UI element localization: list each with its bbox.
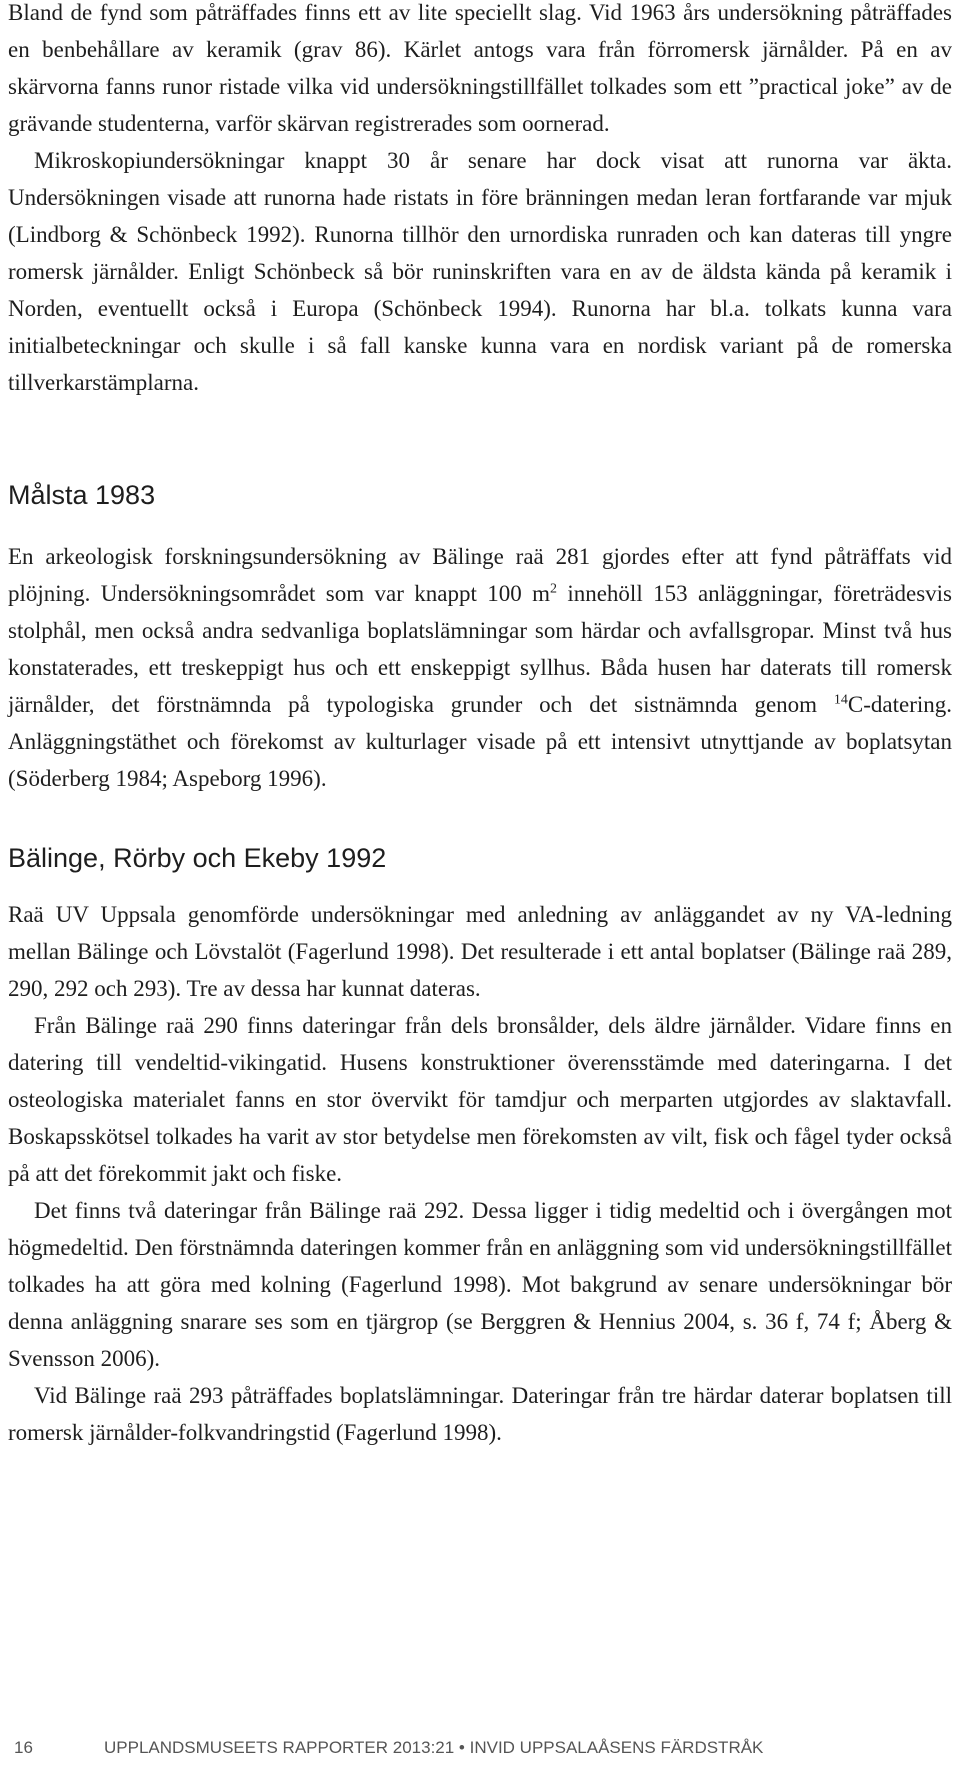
running-title: UPPLANDSMUSEETS RAPPORTER 2013:21 • INVID UPPSALAÅSENS FÄRDSTRÅK — [104, 1738, 764, 1757]
malsta-text-block — [8, 538, 952, 797]
body-paragraph: Bland de fynd som påträffades finns ett av lite speciellt slag. Vid 1963 års undersökning påträffades en benbehållare av keramik (grav 86). Kärlet antogs vara från förromersk järnålder. På en av skärvorna fanns runor ristade vilka vid undersökningstillfället tolkades som ett ”practical joke” av de grävande studenterna, varför skärvan registrerades som oornerad. — [8, 0, 952, 136]
text-run: En arkeologisk forskningsundersökning av Bälinge raä 281 gjordes efter att fynd påträffats vid plöjning. Undersökningsområdet som var knappt 100 m — [8, 544, 952, 606]
body-paragraph — [8, 538, 952, 797]
body-paragraph: Från Bälinge raä 290 finns dateringar från dels bronsålder, dels äldre järnålder. Vidare finns en datering till vendeltid-vikingatid. Husens konstruktioner överensstämde med dateringarna. I det osteologiska materialet fanns en stor övervikt för tamdjur och merparten utgjordes av slaktavfall. Boskapsskötsel tolkades ha varit av stor betydelse men förekomsten av vilt, fisk och fågel tyder också på att det förekommit jakt och fiske. — [8, 1013, 952, 1186]
page-footer — [14, 1738, 954, 1758]
section-heading-malsta: Målsta 1983 — [8, 480, 156, 510]
text-run: C-datering. Anläggningstäthet och förekomst av kulturlager visade på ett intensivt utnyttjande av boplatsytan (Söderberg 1984; Aspeborg 1996). — [8, 692, 952, 791]
balinge-text-block — [8, 896, 952, 1451]
body-paragraph: Mikroskopiundersökningar knappt 30 år senare har dock visat att runorna var äkta. Undersökningen visade att runorna hade ristats in före bränningen medan leran fortfarande var mjuk (Lindborg & Schönbeck 1992). Runorna tillhör den urnordiska runraden och kan dateras till yngre romersk järnålder. Enligt Schönbeck så bör runinskriften vara en av de äldsta kända på keramik i Norden, eventuellt också i Europa (Schönbeck 1994). Runorna har bl.a. tolkats kunna vara initialbeteckningar och skulle i så fall kanske kunna vara en nordisk variant på de romerska tillverkarstämplarna. — [8, 148, 952, 395]
body-paragraph: Raä UV Uppsala genomförde undersökningar med anledning av anläggandet av ny VA-ledning mellan Bälinge och Lövstalöt (Fagerlund 1998). Det resulterade i ett antal boplatser (Bälinge raä 289, 290, 292 och 293). Tre av dessa har kunnat dateras. — [8, 902, 952, 1001]
superscript: 14 — [833, 692, 848, 708]
page-number: 16 — [14, 1738, 33, 1757]
section-heading-balinge: Bälinge, Rörby och Ekeby 1992 — [8, 843, 387, 873]
superscript: 2 — [549, 581, 557, 597]
intro-text-block — [8, 0, 952, 401]
body-paragraph: Vid Bälinge raä 293 påträffades boplatslämningar. Dateringar från tre härdar daterar boplatsen till romersk järnålder-folkvandringstid (Fagerlund 1998). — [8, 1383, 952, 1445]
body-paragraph: Det finns två dateringar från Bälinge raä 292. Dessa ligger i tidig medeltid och i övergången mot högmedeltid. Den förstnämnda dateringen kommer från en anläggning som vid undersökningstillfället tolkades ha att göra med kolning (Fagerlund 1998). Mot bakgrund av senare undersökningar bör denna anläggning snarare ses som en tjärgrop (se Berggren & Hennius 2004, s. 36 f, 74 f; Åberg & Svensson 2006). — [8, 1198, 952, 1371]
text-run: innehöll 153 anläggningar, företrädesvis stolphål, men också andra sedvanliga boplatslämningar som härdar och avfallsgropar. Minst två hus konstaterades, ett treskeppigt hus och ett enskeppigt syllhus. Båda husen har daterats till romersk järnålder, det förstnämnda på typologiska grunder och det sistnämnda genom — [8, 581, 953, 717]
